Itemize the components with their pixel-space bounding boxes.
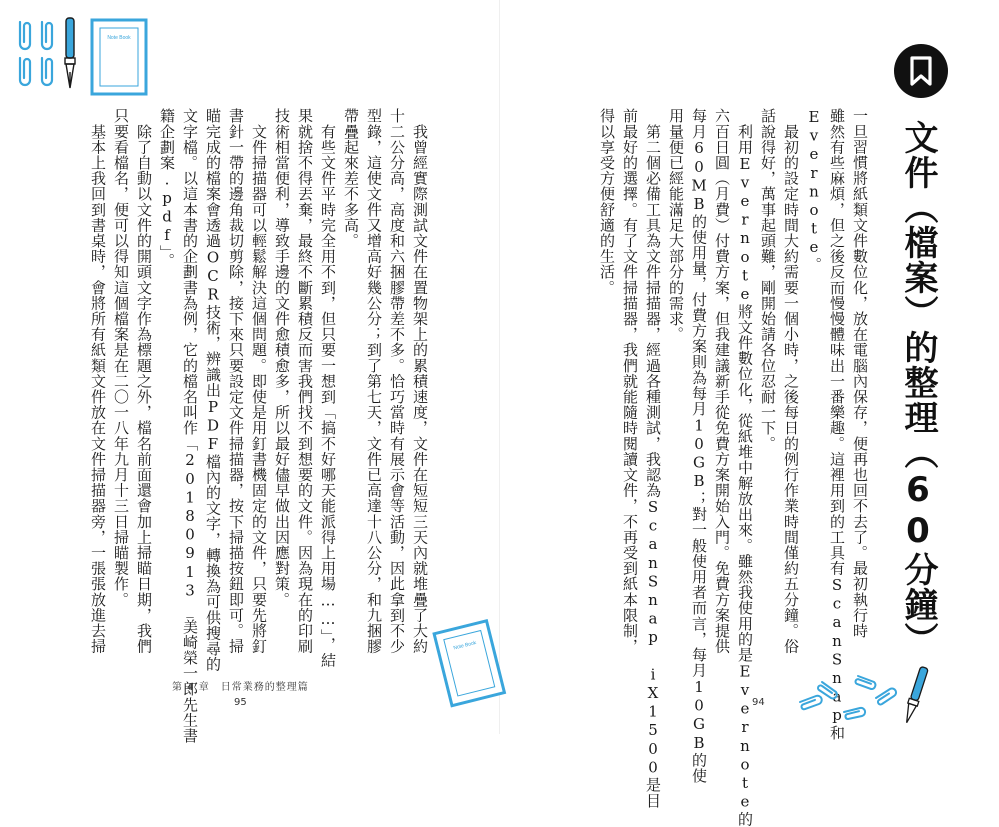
- text-column: 利用Evernote將文件數位化，從紙堆中解放出來。雖然我使用的是Evernote的: [736, 108, 754, 827]
- chapter-running-header: 第 4 章 日常業務的整理篇: [172, 682, 309, 693]
- right-page-number: 94: [752, 697, 765, 708]
- text-column: 基本上我回到書桌時，會將所有紙類文件放在文件掃描器旁，一張張放進去掃: [89, 108, 107, 654]
- text-column: 雖然有些麻煩，但之後反而慢慢體味出一番樂趣。這裡用到的工具有ScanSnap和: [828, 108, 846, 741]
- bookmark-icon: [909, 56, 933, 86]
- text-column: 有些文件平時完全用不到，但只要一想到「搞不好哪天能派得上用場……」，結: [319, 108, 337, 669]
- fountain-pen-icon: [900, 664, 930, 730]
- text-column: 十二公分高，高度和六捆膠帶差不多。恰巧當時有展示會等活動，因此拿到不少: [388, 108, 406, 654]
- fountain-pen-icon: [60, 16, 80, 96]
- notebook-icon: [430, 612, 510, 712]
- text-column: 書針一帶的邊角裁切剪除，接下來只要設定文件掃描器，按下掃描按鈕即可。掃: [227, 108, 245, 654]
- text-column: 帶疊起來差不多高。: [342, 108, 360, 249]
- text-column: 文件掃描器可以輕鬆解決這個問題。即使是用釘書機固定的文件，只要先將釘: [250, 108, 268, 654]
- text-column: 籍企劃案.pdf」。: [158, 108, 176, 269]
- text-column: 第二個必備工具為文件掃描器，經過各種測試，我認為ScanSnap iX1500是目: [644, 108, 662, 809]
- text-column: 前最好的選擇。有了文件掃描器，我們就能隨時閱讀文件，不再受到紙本限制，: [621, 108, 639, 654]
- text-column: 最初的設定時間大約需要一個小時，之後每日的例行作業時間僅約五分鐘。俗: [782, 108, 800, 654]
- text-column: 技術相當便利，導致手邊的文件愈積愈多，所以最好儘早做出因應對策。: [273, 108, 291, 608]
- text-column: Evernote。: [805, 108, 823, 273]
- text-column: 得以享受方便舒適的生活。: [598, 108, 616, 296]
- text-column: 果就捨不得丟棄，最終不斷累積反而害我們找不到想要的文件。因為現在的印刷: [296, 108, 314, 654]
- text-column: 只要看檔名，便可以得知這個檔案是在二〇一八年九月十三日掃瞄製作。: [112, 108, 130, 608]
- notebook-label: Note Book: [107, 35, 131, 41]
- text-column: 六百日圓（月費）付費方案，但我建議新手從免費方案開始入門。免費方案提供: [713, 108, 731, 654]
- text-column: 每月60MB的使用量，付費方案則為每月10GB；對一般使用者而言，每月10GB的使: [690, 108, 708, 784]
- bookmark-badge: [894, 44, 948, 98]
- text-column: 型錄，這使文件又增高好幾公分；到了第七天，文件已高達十八公分，和九捆膠: [365, 108, 383, 654]
- left-page-number: 95: [234, 697, 247, 708]
- section-title: 文件（檔案）的整理（60分鐘）: [898, 120, 938, 657]
- text-column: 話說得好，萬事起頭難，剛開始請各位忍耐一下。: [759, 108, 777, 452]
- notebook-icon: [88, 16, 150, 100]
- text-column: 我曾經實際測試文件在置物架上的累積速度，文件在短短三天內就堆疊了大約: [411, 108, 429, 654]
- text-column: 瞄完成的檔案會透過OCR技術，辨識出PDF檔內的文字，轉換為可供搜尋的: [204, 108, 222, 672]
- paperclip-icon: [792, 662, 902, 728]
- text-column: 文字檔。以這本書的企劃書為例，它的檔名叫作「20180913_美崎榮一郎先生書: [181, 108, 199, 744]
- notebook-label: Note Book: [452, 640, 477, 652]
- text-column: 用量便已經能滿足大部分的需求。: [667, 108, 685, 342]
- paperclip-icon: [14, 18, 62, 88]
- text-column: 一旦習慣將紙類文件數位化，放在電腦內保存，便再也回不去了。最初執行時: [851, 108, 869, 639]
- text-column: 除了自動以文件的開頭文字作為標題之外，檔名前面還會加上掃瞄日期，我們: [135, 108, 153, 654]
